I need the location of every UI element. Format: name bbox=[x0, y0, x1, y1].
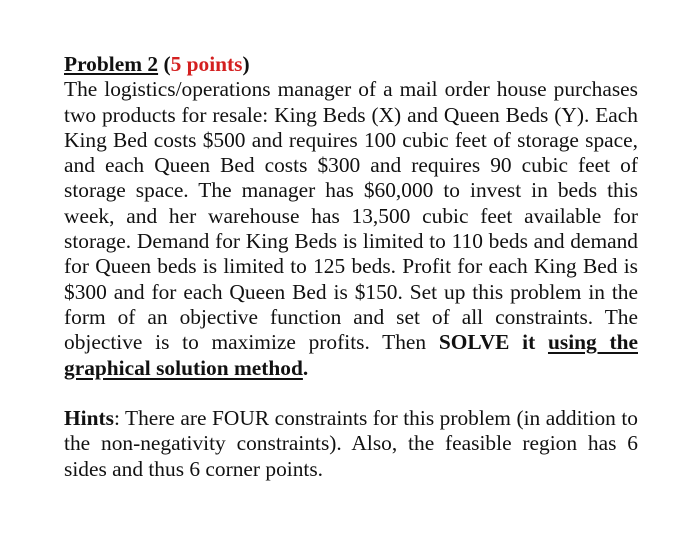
statement-period: . bbox=[302, 355, 309, 380]
hints-paragraph bbox=[64, 406, 638, 482]
problem-statement bbox=[64, 77, 638, 381]
instruction-space bbox=[535, 330, 548, 354]
problem-body-text: The logistics/operations manager of a mail order house purchases two products for resale: King Beds (X) and Queen Beds (Y). Each King Bed costs $500 and requires 100 cubic feet of storage space, and each Queen Bed costs $300 and requires 90 cubic feet of storage space. The manager has $60,000 to invest in beds this week, and her warehouse has 13,500 cubic feet available for storage. Demand for King Beds is limited to 110 beds and demand for Queen beds is limited to 125 beds. Profit for each King Bed is $300 and for each Queen Bed is $150. Set up this problem in the form of an objective function and set of all constraints. The objective is to maximize profits. Then bbox=[64, 77, 638, 355]
hints-text: : There are FOUR constraints for this problem (in addition to the non-negativity constraints). Also, the feasible region has 6 sides and thus 6 corner points. bbox=[64, 406, 638, 481]
points-badge: 5 points bbox=[170, 52, 243, 76]
close-paren: ) bbox=[242, 52, 250, 76]
hints-label: Hints bbox=[64, 406, 114, 431]
problem-title: Problem 2 bbox=[64, 52, 159, 76]
graphical-method-text: using the graphical solution method bbox=[64, 330, 638, 380]
problem-document bbox=[64, 52, 638, 482]
solve-instruction: SOLVE it bbox=[438, 330, 536, 355]
paragraph-gap bbox=[64, 381, 638, 406]
open-paren: ( bbox=[163, 52, 171, 76]
problem-heading bbox=[64, 52, 638, 77]
